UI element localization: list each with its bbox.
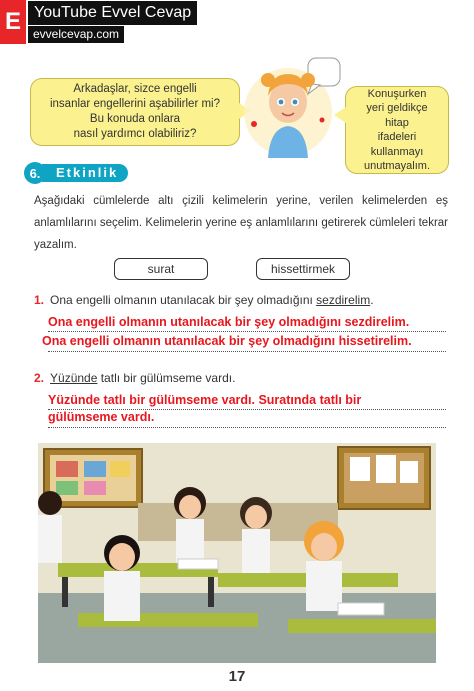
- classroom-illustration: [38, 443, 436, 663]
- answer-dotted-line: [48, 427, 446, 428]
- word-option-hissettirmek: hissettirmek: [256, 258, 350, 280]
- answer-1-line-1: Ona engelli olmanın utanılacak bir şey olmadığını sezdirelim.: [48, 315, 410, 329]
- speech-line: insanlar engellerini aşabilirler mi?: [49, 98, 221, 110]
- question-2: [34, 370, 235, 386]
- answer-2-line-2: gülümseme vardı.: [48, 410, 155, 424]
- speech-line: ifadeleri: [377, 131, 417, 143]
- brand-badge: E: [0, 0, 26, 44]
- question-text-end: .: [370, 293, 374, 307]
- question-number: 2.: [34, 371, 45, 385]
- speech-line: unutmayalım.: [363, 160, 431, 172]
- question-text: Ona engelli olmanın utanılacak bir şey olmadığını: [50, 293, 317, 307]
- speech-line: yeri geldikçe: [366, 102, 428, 114]
- question-number: 1.: [34, 293, 45, 307]
- speech-line: Konuşurken: [367, 87, 427, 100]
- girl-illustration: [244, 54, 344, 164]
- page-number: 17: [228, 668, 246, 685]
- question-1: [34, 292, 374, 308]
- site-url-link[interactable]: evvelcevap.com: [28, 26, 124, 43]
- underlined-word: Yüzünde: [50, 371, 98, 385]
- instruction-text: Aşağıdaki cümlelerde altı çizili kelimelerin yerine, verilen kelimelerden eş anlamlılarını seçelim. Kelimelerin yerine eş anlamlılarını getirerek cümleleri tekrar yazalım.: [34, 195, 448, 251]
- question-text-end: tatlı bir gülümseme vardı.: [97, 371, 236, 385]
- activity-label: Etkinlik: [42, 164, 128, 182]
- answer-dotted-line: [48, 331, 446, 332]
- speech-line: kullanmayı: [370, 145, 424, 158]
- speech-line: hitap: [385, 116, 409, 129]
- speech-bubble-question: [30, 78, 240, 146]
- channel-header: [0, 0, 200, 44]
- speech-bubble-reminder: [345, 86, 449, 174]
- answer-dotted-line: [48, 351, 446, 352]
- speech-line: Arkadaşlar, sizce engelli: [73, 83, 197, 95]
- word-option-surat: surat: [114, 258, 208, 280]
- activity-number: 6.: [24, 162, 46, 184]
- speech-line: Bu konuda onlara: [89, 113, 181, 125]
- underlined-word: sezdirelim: [316, 293, 371, 307]
- answer-2-line-1: Yüzünde tatlı bir gülümseme vardı. Suratında tatlı bir: [48, 393, 362, 407]
- answer-1-line-2: Ona engelli olmanın utanılacak bir şey olmadığını hissetirelim.: [42, 334, 412, 348]
- channel-title[interactable]: YouTube Evvel Cevap: [28, 1, 197, 25]
- speech-line: nasıl yardımcı olabiliriz?: [73, 128, 197, 140]
